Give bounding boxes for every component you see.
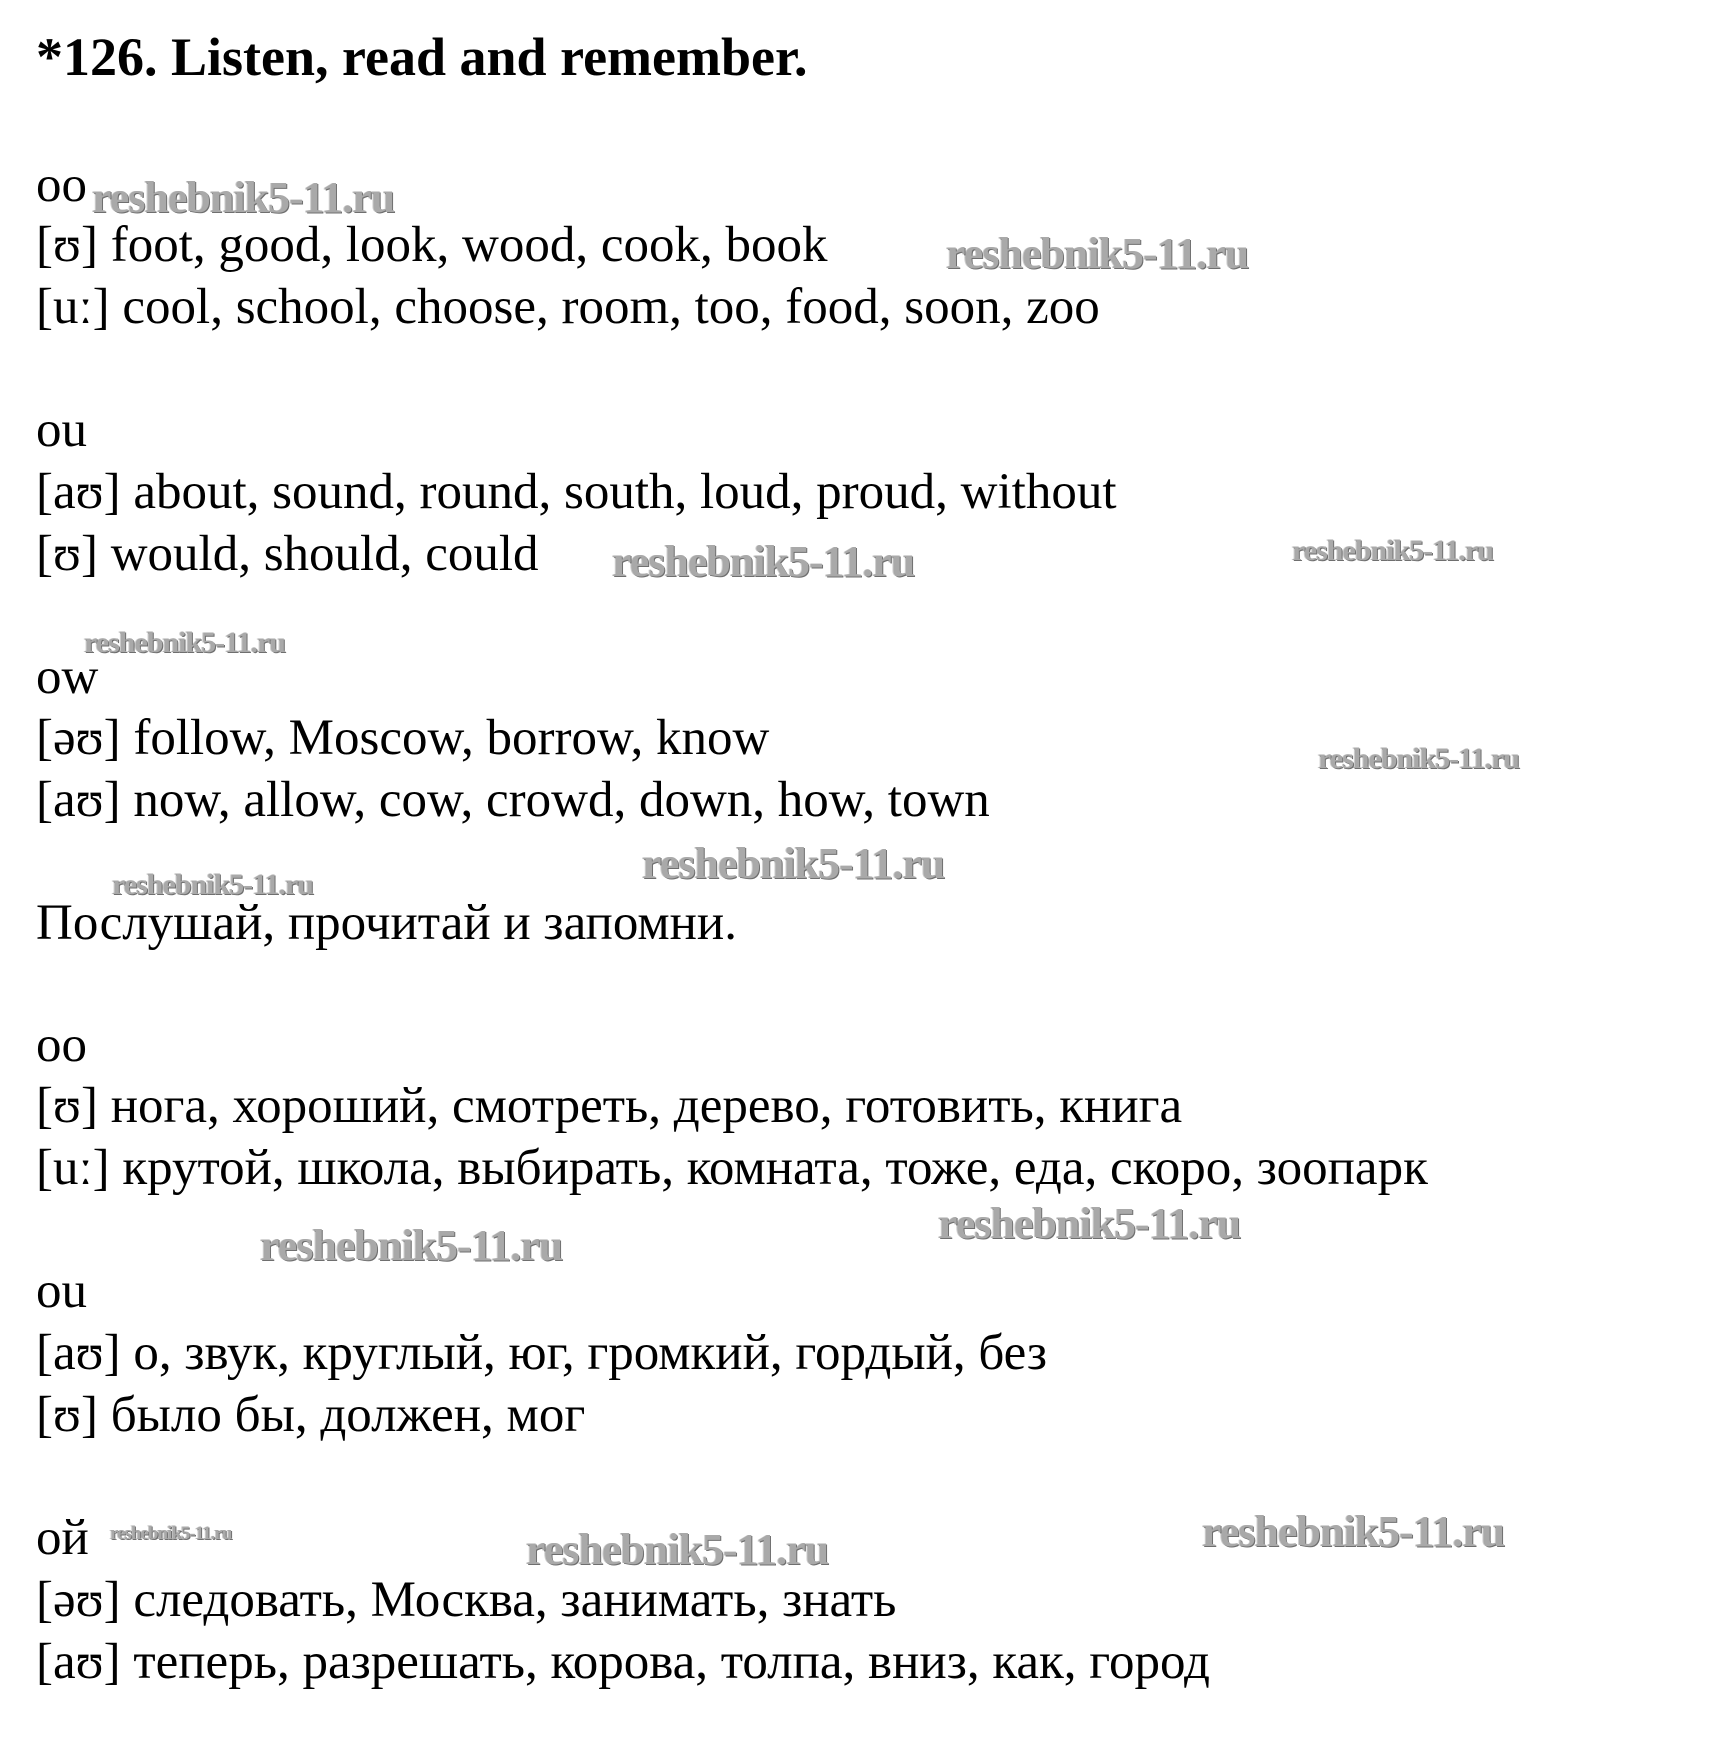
en-ow-label: ow bbox=[36, 649, 99, 705]
watermark: reshebnik5-11.ru bbox=[1292, 534, 1493, 567]
translation-heading: Послушай, прочитай и запомни. bbox=[36, 895, 737, 951]
ru-ow-line-1: [əʊ] следовать, Москва, занимать, знать bbox=[36, 1572, 897, 1628]
en-oo-label: oo bbox=[36, 157, 87, 213]
ru-ow-line-2: [aʊ] теперь, разрешать, корова, толпа, вниз, как, город bbox=[36, 1634, 1210, 1690]
ru-oo-line-1: [ʊ] нога, хороший, смотреть, дерево, готовить, книга bbox=[36, 1078, 1183, 1134]
en-ow-line-2: [aʊ] now, allow, cow, crowd, down, how, town bbox=[36, 772, 990, 828]
watermark: reshebnik5-11.ru bbox=[938, 1199, 1241, 1248]
ru-oo-label: oo bbox=[36, 1017, 87, 1073]
ru-oo-line-2: [uː] крутой, школа, выбирать, комната, тоже, еда, скоро, зоопарк bbox=[36, 1140, 1428, 1196]
watermark: reshebnik5-11.ru bbox=[92, 173, 395, 222]
en-ou-line-1: [aʊ] about, sound, round, south, loud, proud, without bbox=[36, 464, 1117, 520]
watermark: reshebnik5-11.ru bbox=[946, 229, 1249, 278]
watermark: reshebnik5-11.ru bbox=[526, 1525, 829, 1574]
watermark: reshebnik5-11.ru bbox=[1202, 1507, 1505, 1556]
en-oo-line-1: [ʊ] foot, good, look, wood, cook, book bbox=[36, 217, 828, 273]
watermark: reshebnik5-11.ru bbox=[112, 868, 313, 901]
ru-ou-label: ou bbox=[36, 1263, 87, 1319]
exercise-title: *126. Listen, read and remember. bbox=[36, 27, 808, 87]
watermark: reshebnik5-11.ru bbox=[84, 626, 285, 659]
watermark: reshebnik5-11.ru bbox=[110, 1523, 232, 1544]
watermark: reshebnik5-11.ru bbox=[612, 537, 915, 586]
watermark: reshebnik5-11.ru bbox=[642, 839, 945, 888]
watermark: reshebnik5-11.ru bbox=[260, 1221, 563, 1270]
ru-ow-label: ой bbox=[36, 1510, 89, 1566]
en-ow-line-1: [əʊ] follow, Moscow, borrow, know bbox=[36, 710, 770, 766]
en-ou-label: ou bbox=[36, 402, 87, 458]
ru-ou-line-2: [ʊ] было бы, должен, мог bbox=[36, 1387, 586, 1443]
en-oo-line-2: [uː] cool, school, choose, room, too, food, soon, zoo bbox=[36, 279, 1100, 335]
watermark: reshebnik5-11.ru bbox=[1318, 742, 1519, 775]
en-ou-line-2: [ʊ] would, should, could bbox=[36, 526, 539, 582]
ru-ou-line-1: [aʊ] о, звук, круглый, юг, громкий, гордый, без bbox=[36, 1325, 1048, 1381]
